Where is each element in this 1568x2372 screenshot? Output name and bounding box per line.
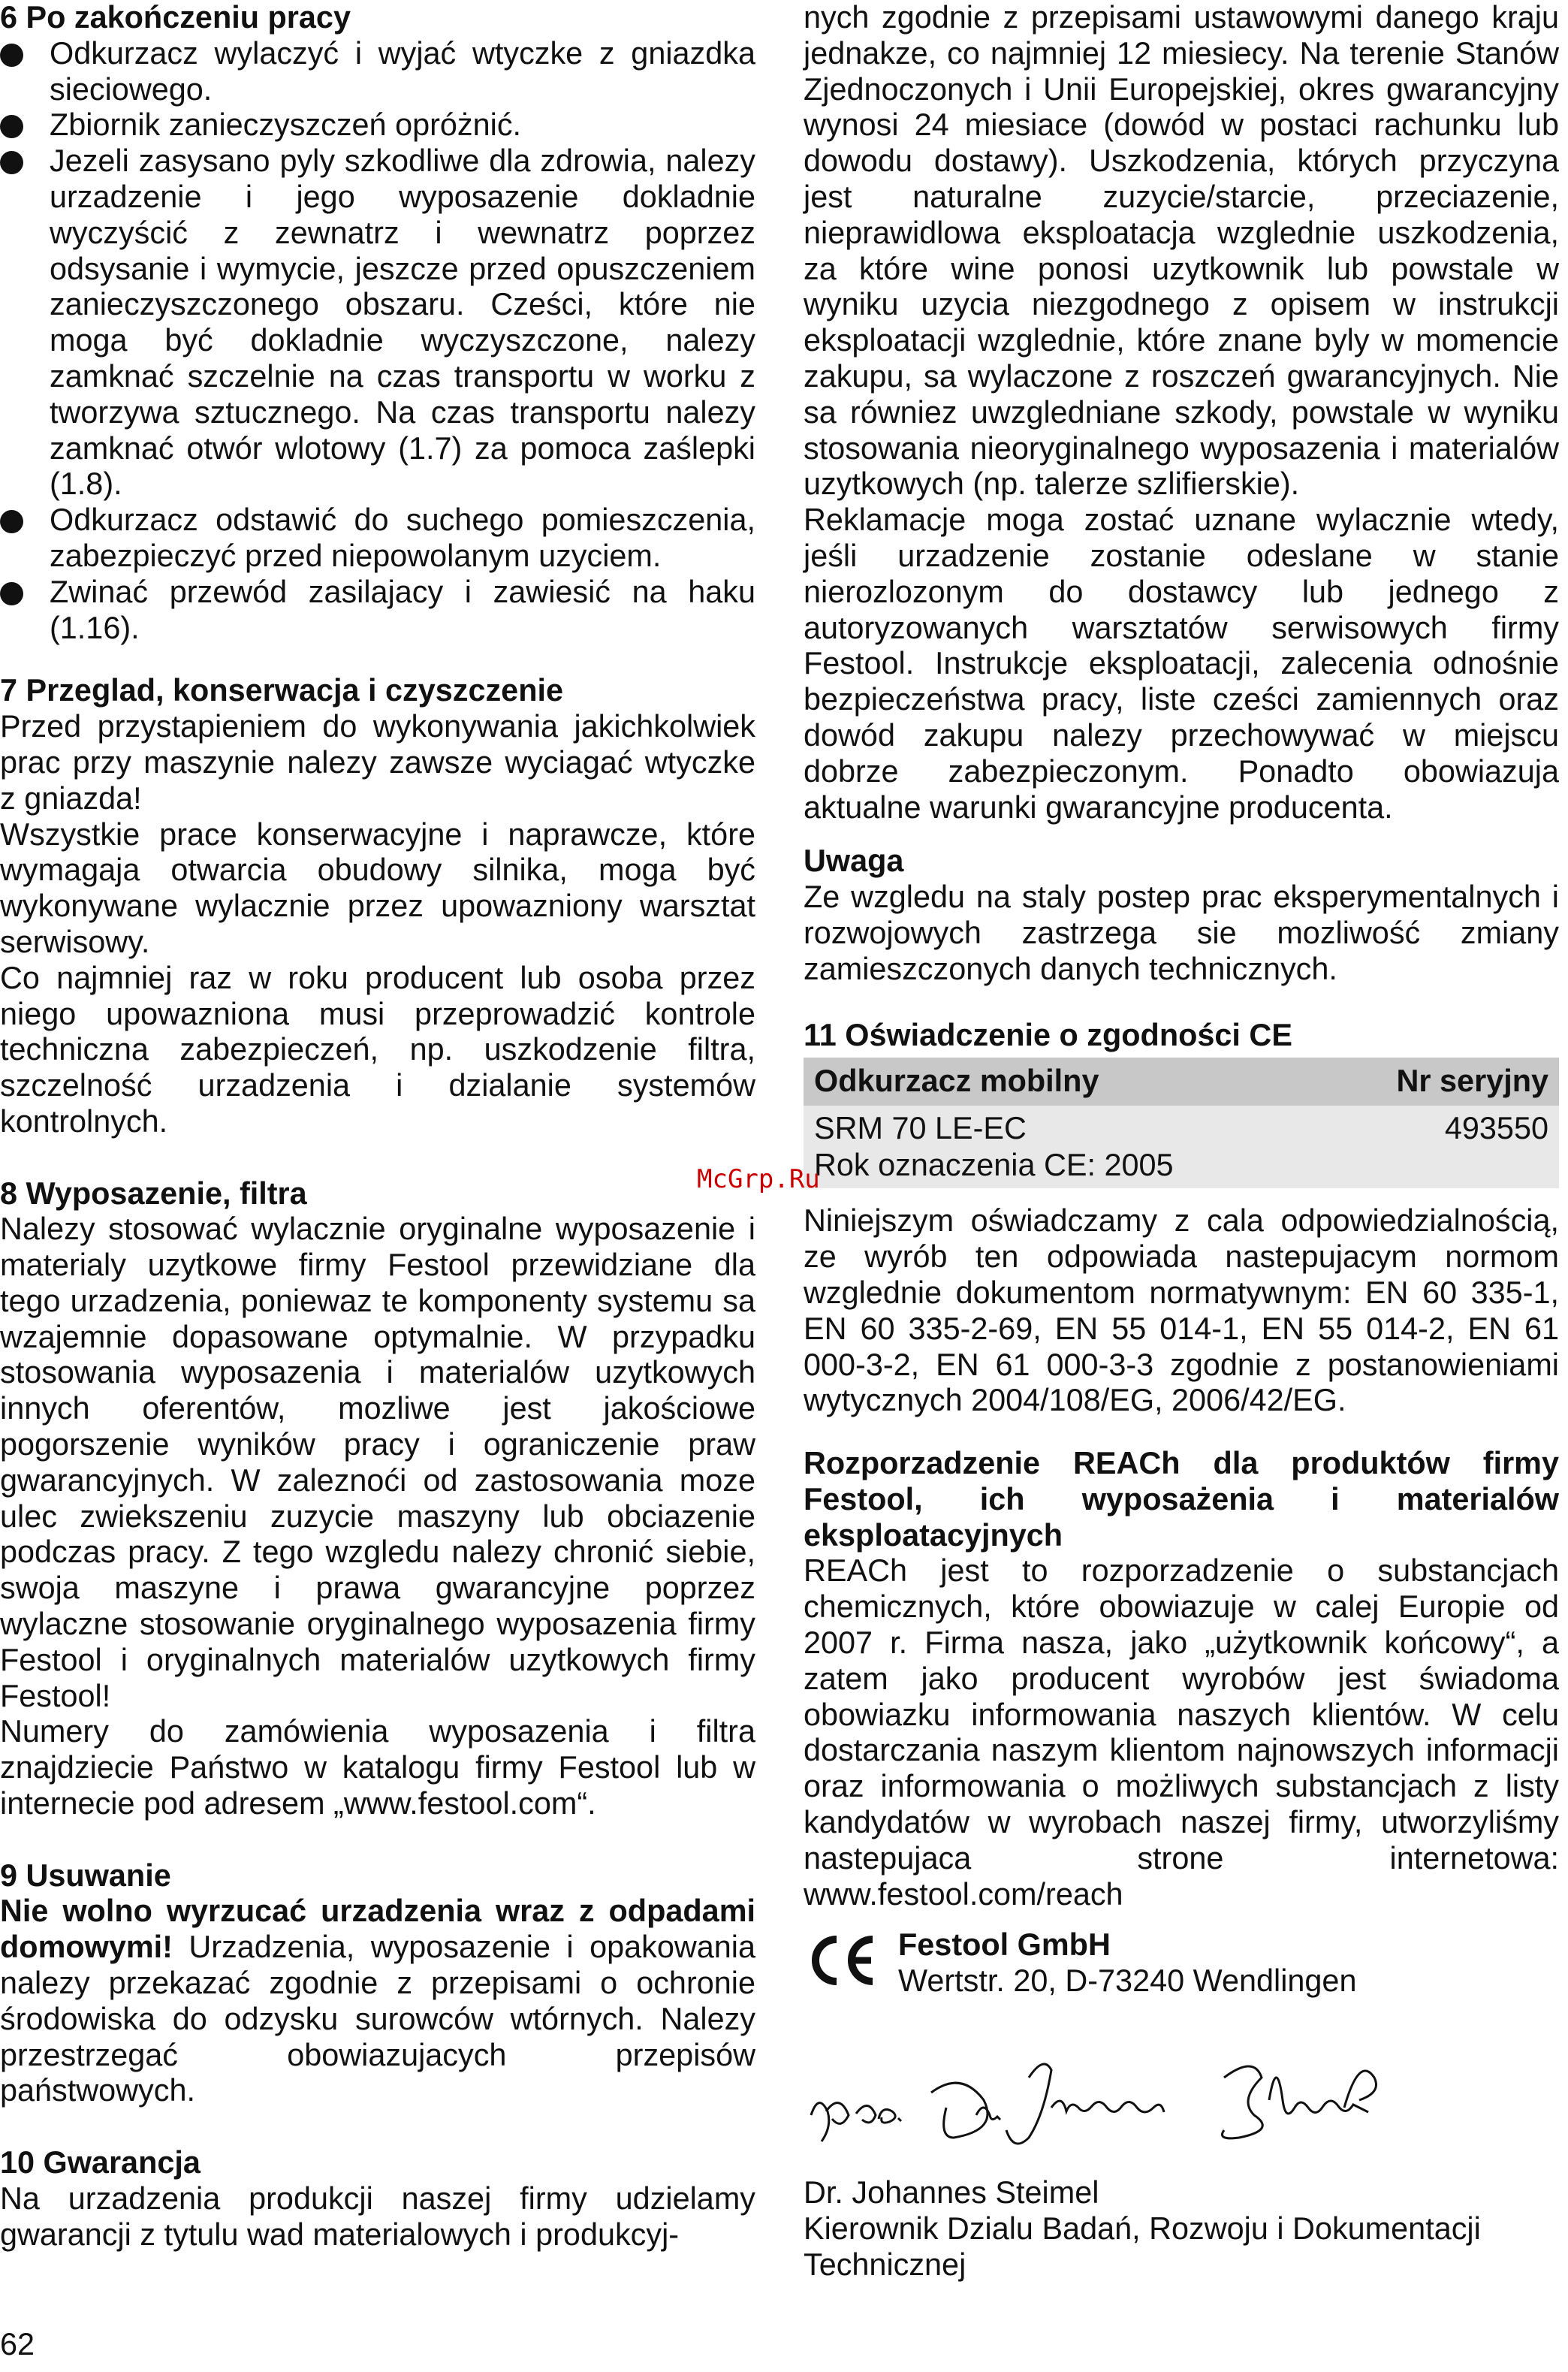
list-item: Odkurzacz wylaczyć i wyjać wtyczke z gniazdka sieciowego. <box>0 36 755 108</box>
table-cell: SRM 70 LE-EC <box>804 1106 1286 1147</box>
company-address: Wertstr. 20, D-73240 Wendlingen <box>898 1963 1357 1999</box>
section-8-heading: 8 Wyposazenie, filtra <box>0 1175 307 1211</box>
paragraph <box>0 1894 755 2109</box>
list-item: Zwinać przewód zasilajacy i zawiesić na haku (1.16). <box>0 575 755 647</box>
signature-image <box>804 2048 1419 2160</box>
list-item: Zbiornik zanieczyszczeń opróżnić. <box>0 107 755 143</box>
paragraph: Niniejszym oświadczamy z cala odpowiedzialnością, ze wyrób ten odpowiada nastepujacym normom wzglednie dokumentom normatywnym: EN 60 335-1, EN 60 335-2-69, EN 55 014-1, EN 55 014-2, EN 61 000-3-2, EN 61 000-3-3 zgodnie z postanowieniami wytycznych 2004/108/EG, 2006/42/EG. <box>804 1203 1559 1418</box>
disposal-warning: Nie wolno wyrzucać urzadzenia wraz z odpadami domowymi! <box>0 1894 755 1965</box>
company-block <box>804 1927 1559 2032</box>
paragraph: Na urzadzenia produkcji naszej firmy udzielamy gwarancji z tytulu wad materialowych i produkcyj- <box>0 2180 755 2252</box>
ce-table <box>804 1058 1559 1188</box>
signer-name: Dr. Johannes Steimel <box>804 2175 1099 2211</box>
watermark: McGrp.Ru <box>697 1164 820 1194</box>
signer-block <box>804 2175 1559 2283</box>
section-11-heading: 11 Oświadczenie o zgodności CE <box>804 1017 1292 1052</box>
table-header-cell: Nr seryjny <box>1286 1058 1559 1106</box>
list-item: Jezeli zasysano pyly szkodliwe dla zdrowia, nalezy urzadzenie i jego wyposazenie dokladnie wyczyścić z zewnatrz i wewnatrz poprzez odsysanie i wymycie, jeszcze przed opuszczeniem zanieczyszczonego obszaru. Cześci, które nie moga być dokladnie wyczyszczone, nalezy zamknać szczelnie na czas transportu w worku z tworzywa sztucznego. Na czas transportu nalezy zamknać otwór wlotowy (1.7) za pomoca zaślepki (1.8). <box>0 143 755 502</box>
section-6-heading: 6 Po zakończeniu pracy <box>0 0 351 35</box>
company-address-block <box>898 1927 1356 1999</box>
uwaga-heading: Uwaga <box>804 843 904 879</box>
section-7-heading: 7 Przeglad, konserwacja i czyszczenie <box>0 673 564 708</box>
paragraph: Numery do zamówienia wyposazenia i filtra znajdziecie Państwo w katalogu firmy Festool lub w internecie pod adresem „www.festool.com“. <box>0 1714 755 1821</box>
section-10-heading: 10 Gwarancja <box>0 2145 201 2180</box>
paragraph: Nalezy stosować wylacznie oryginalne wyposazenie i materialy uzytkowe firmy Festool przewidziane dla tego urzadzenia, poniewaz te komponenty systemu sa wzajemnie dopasowane optymalnie. W przypadku stosowania wyposazenia i materialów uzytkowych innych oferentów, mozliwe jest jakościowe pogorszenie wyników pracy i ograniczenie praw gwarancyjnych. W zaleznoći od zastosowania moze ulec zwiekszeniu zuzycie maszyny lub obciazenie podczas pracy. Z tego wzgledu nalezy chronić siebie, swoja maszyne i prawa gwarancyjne poprzez wylaczne stosowanie oryginalnego wyposazenia firmy Festool i oryginalnych materialów uzytkowych firmy Festool! <box>0 1212 755 1713</box>
page-number: 62 <box>0 2327 35 2361</box>
section-6-bullet-list <box>0 36 755 647</box>
ce-mark-icon <box>804 1932 879 1989</box>
disposal-text: Urzadzenia, wyposazenie i opakowania nalezy przekazać zgodnie z przepisami o ochronie środowiska do odzysku surowców wtórnych. Nalezy przestrzegać obowiazujacych przepisów państwowych. <box>0 1930 755 2108</box>
paragraph: Ze wzgledu na staly postep prac eksperymentalnych i rozwojowych zastrzega sie mozliwość zmiany zamieszczonych danych technicznych. <box>804 880 1559 986</box>
table-row <box>804 1106 1559 1147</box>
section-9-heading: 9 Usuwanie <box>0 1857 171 1893</box>
paragraph: nych zgodnie z przepisami ustawowymi danego kraju jednakze, co najmniej 12 miesiecy. Na terenie Stanów Zjednoczonych i Unii Europejskiej, okres gwarancyjny wynosi 24 miesiace (dowód w postaci rachunku lub dowodu dostawy). Uszkodzenia, których przyczyna jest naturalne zuzycie/starcie, przeciazenie, nieprawidlowa eksploatacja wzglednie uszkodzenia, za które wine ponosi uzytkownik lub powstale w wyniku uzycia niezgodnego z opisem w instrukcji eksploatacji wzglednie, które znane byly w momencie zakupu, sa wylaczone z roszczeń gwarancyjnych. Nie sa równiez uwzgledniane szkody, powstale w wyniku stosowania nieoryginalnego wyposazenia i materialów uzytkowych (np. talerze szlifierskie). <box>804 0 1559 502</box>
paragraph: Wszystkie prace konserwacyjne i naprawcze, które wymagaja otwarcia obudowy silnika, moga być wykonywane wylacznie przez upowazniony warsztat serwisowy. <box>0 816 755 959</box>
paragraph: Reklamacje moga zostać uznane wylacznie wtedy, jeśli urzadzenie zostanie odeslane w stanie nierozlozonym do dostawcy lub jednego z autoryzowanych warsztatów serwisowych firmy Festool. Instrukcje eksploatacji, zalecenia odnośnie bezpieczeństwa pracy, liste cześci zamiennych oraz dowód zakupu nalezy przechowywać w miejscu dobrze zabezpieczonym. Ponadto obowiazuja aktualne warunki gwarancyjne producenta. <box>804 502 1559 825</box>
list-item: Odkurzacz odstawić do suchego pomieszczenia, zabezpieczyć przed niepowolanym uzyciem. <box>0 502 755 575</box>
company-name: Festool GmbH <box>898 1927 1111 1963</box>
table-header-row <box>804 1058 1559 1106</box>
paragraph: Co najmniej raz w roku producent lub osoba przez niego upowazniona musi przeprowadzić kontrole techniczna zabezpieczeń, np. uszkodzenie filtra, szczelność urzadzenia i dzialanie systemów kontrolnych. <box>0 960 755 1139</box>
paragraph: REACh jest to rozporzadzenie o substancjach chemicznych, które obowiazuje w calej Europie od 2007 r. Firma nasza, jako „użytkownik końcowy“, a zatem jako producent wyrobów jest świadoma obowiazku informowania naszych klientów. W celu dostarczania naszym klientom najnowszych informacji oraz informowania o możliwych substancjach z listy kandydatów w wyrobach naszej firmy, utworzyliśmy nastepujaca strone internetowa: www.festool.com/reach <box>804 1553 1559 1912</box>
left-column <box>0 0 755 2253</box>
signature <box>804 2048 1559 2175</box>
table-cell: Rok oznaczenia CE: 2005 <box>804 1147 1559 1188</box>
right-column <box>804 0 1559 2283</box>
reach-heading: Rozporzadzenie REACh dla produktów firmy Festool, ich wyposażenia i materialów eksploatacyjnych <box>804 1446 1559 1553</box>
paragraph: Przed przystapieniem do wykonywania jakichkolwiek prac przy maszynie nalezy zawsze wyciagać wtyczke z gniazda! <box>0 709 755 816</box>
signer-role: Kierownik Dzialu Badań, Rozwoju i Dokumentacji Technicznej <box>804 2211 1481 2283</box>
table-header-cell: Odkurzacz mobilny <box>804 1058 1286 1106</box>
table-row <box>804 1147 1559 1188</box>
table-cell: 493550 <box>1286 1106 1559 1147</box>
